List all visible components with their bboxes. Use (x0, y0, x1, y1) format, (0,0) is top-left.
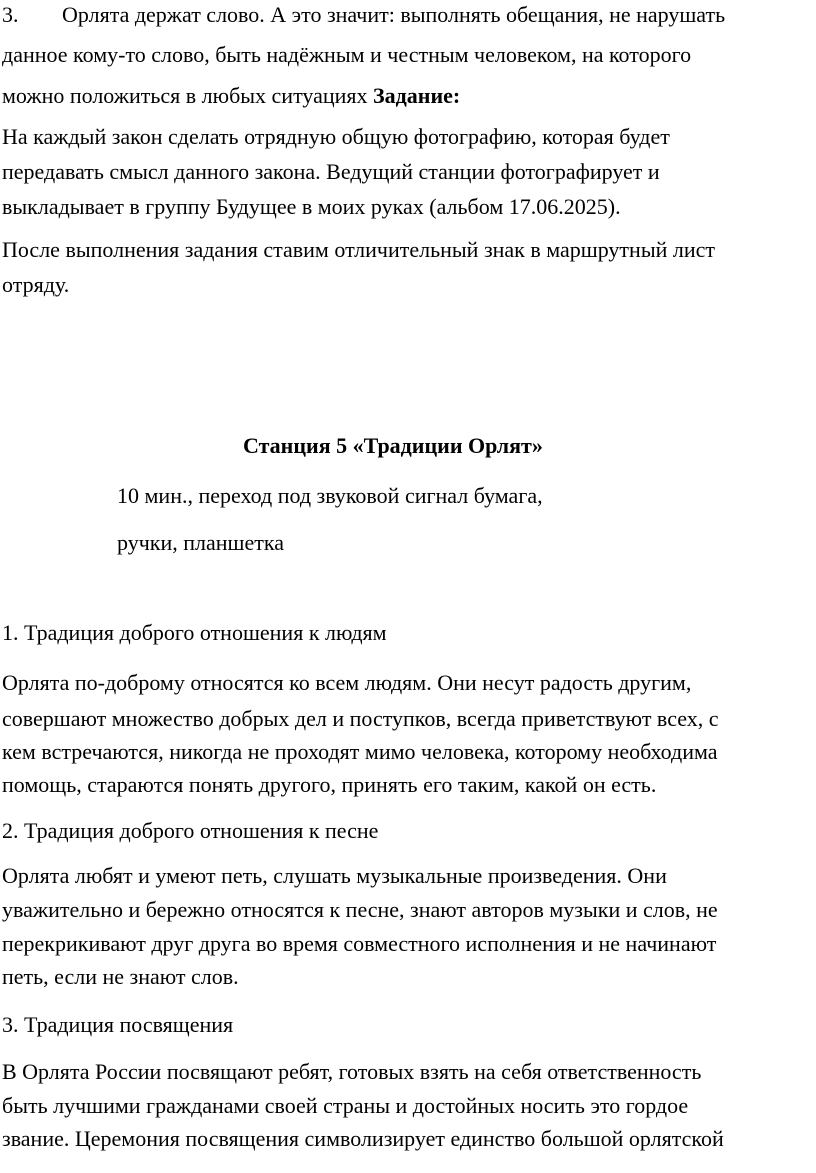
tradition-line: звание. Церемония посвящения символизирует единство большой орлятской (2, 1126, 724, 1151)
station-detail: 10 мин., переход под звуковой сигнал бумага, (117, 483, 543, 508)
station-detail: ручки, планшетка (117, 530, 284, 555)
tradition-line: быть лучшими гражданами своей страны и достойных носить это гордое (2, 1093, 689, 1118)
task-line: На каждый закон сделать отрядную общую фотографию, которая будет (2, 124, 670, 149)
law-line-with-task-label (2, 85, 460, 107)
tradition-line: уважительно и бережно относятся к песне, знают авторов музыки и слов, не (2, 897, 718, 922)
law-line: можно положиться в любых ситуациях (2, 83, 368, 108)
tradition-heading: 3. Традиция посвящения (2, 1012, 234, 1037)
law-number: 3. (2, 2, 19, 27)
after-task-line: отряду. (2, 272, 70, 297)
tradition-line: перекрикивают друг друга во время совместного исполнения и не начинают (2, 931, 717, 956)
task-line: выкладывает в группу Будущее в моих руках (альбом 17.06.2025). (2, 194, 621, 219)
law-line: Орлята держат слово. А это значит: выполнять обещания, не нарушать (62, 2, 726, 27)
task-line: передавать смысл данного закона. Ведущий станции фотографирует и (2, 159, 660, 184)
tradition-line: помощь, стараются понять другого, принять его таким, какой он есть. (2, 772, 657, 797)
tradition-line: петь, если не знают слов. (2, 964, 239, 989)
station-title: Станция 5 «Традиции Орлят» (243, 433, 543, 458)
after-task-line: После выполнения задания ставим отличительный знак в маршрутный лист (2, 237, 716, 262)
tradition-line: кем встречаются, никогда не проходят мимо человека, которому необходима (2, 739, 718, 764)
tradition-line: Орлята любят и умеют петь, слушать музыкальные произведения. Они (2, 863, 667, 888)
task-label: Задание: (373, 83, 461, 108)
tradition-line: В Орлята России посвящают ребят, готовых взять на себя ответственность (2, 1059, 702, 1084)
tradition-line: Орлята по-доброму относятся ко всем людям. Они несут радость другим, (2, 670, 692, 695)
tradition-line: совершают множество добрых дел и поступков, всегда приветствуют всех, с (2, 706, 719, 731)
law-line: данное кому-то слово, быть надёжным и честным человеком, на которого (2, 42, 692, 67)
tradition-heading: 1. Традиция доброго отношения к людям (2, 620, 387, 645)
tradition-heading: 2. Традиция доброго отношения к песне (2, 818, 379, 843)
